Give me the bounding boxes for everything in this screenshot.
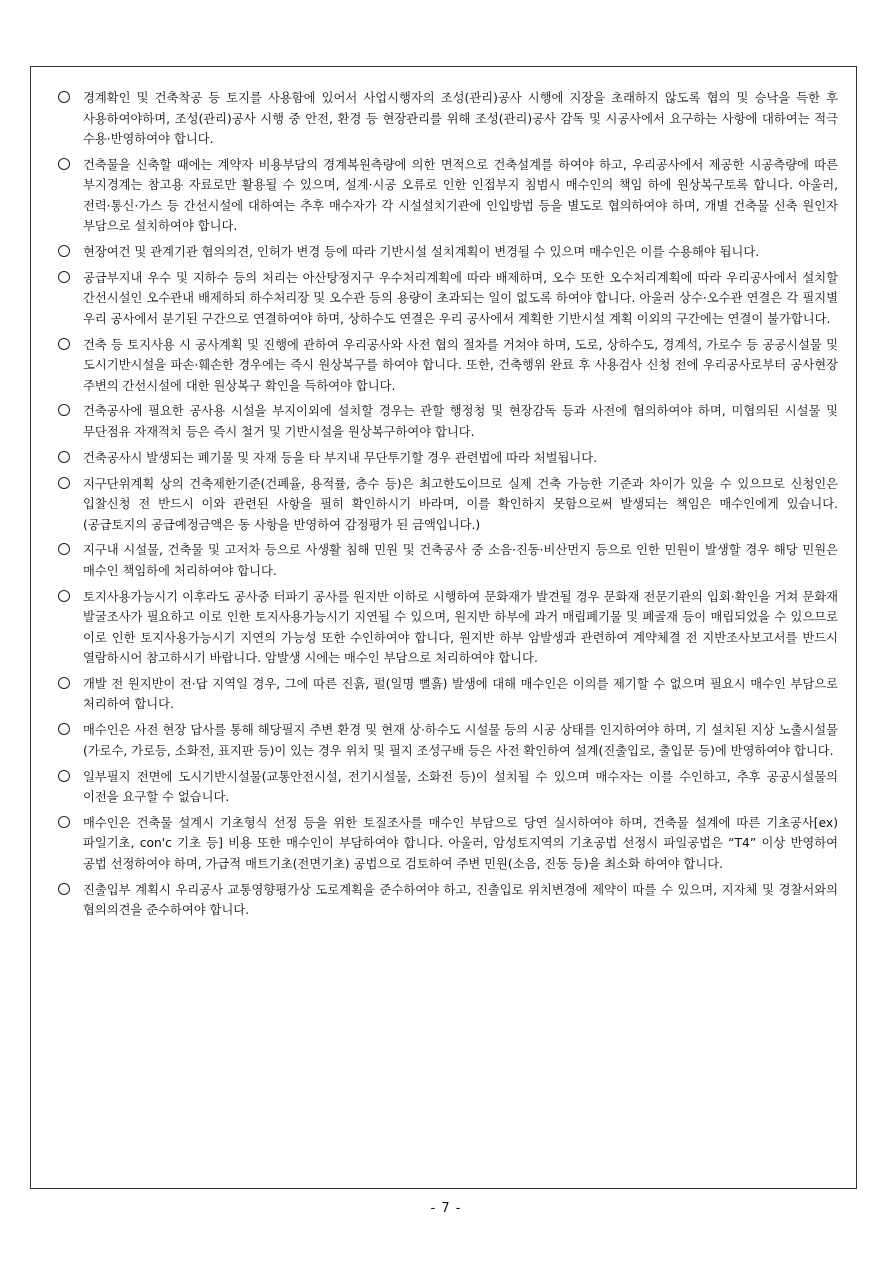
notice-text: 건축공사시 발생되는 폐기물 및 자재 등을 타 부지내 무단투기할 경우 관련법에 따라 처벌됩니다.: [83, 450, 598, 465]
notice-text: 진출입부 계획시 우리공사 교통영향평가상 도로계획을 준수하여야 하고, 진출입로 위치변경에 제약이 따를 수 있으며, 지자체 및 경찰서와의 협의의견을 준수하여야 합니다.: [83, 882, 838, 918]
circle-bullet-icon: [58, 158, 70, 170]
notice-item: [58, 880, 838, 921]
notice-text: 공급부지내 우수 및 지하수 등의 처리는 아산탕정지구 우수처리계획에 따라 배제하며, 오수 또한 오수처리계획에 따라 우리공사에서 설치할 간선시설인 오수관내 배제하되 하수처리장 및 오수관 등의 용량이 초과되는 일이 없도록 하여야 합니다. 아울러 상수·오수관 연결은 각 필지별 우리 공사에서 분기된 구간으로 연결하여야 하며, 상하수도 연결은 우리 공사에서 계획한 기반시설 계획 이외의 구간에는 연결이 불가합니다.: [83, 270, 838, 326]
circle-bullet-icon: [58, 477, 70, 489]
notice-item: [58, 474, 838, 536]
circle-bullet-icon: [58, 816, 70, 828]
notice-text: 매수인은 건축물 설계시 기초형식 선정 등을 위한 토질조사를 매수인 부담으로 당연 실시하여야 하며, 건축물 설계에 따른 기초공사[ex) 파일기초, con'c 기초 등] 비용 또한 매수인이 부담하여야 합니다. 아울러, 암성토지역의 기초공법 선정시 파일공법은 “T4” 이상 반영하여 공법 선정하여야 하며, 가급적 매트기초(전면기초) 공법으로 검토하여 주변 민원(소음, 진동 등)을 최소화 하여야 합니다.: [83, 815, 838, 871]
notice-item: [58, 767, 838, 808]
notice-text: 현장여건 및 관계기관 협의의견, 인허가 변경 등에 따라 기반시설 설치계획이 변경될 수 있으며 매수인은 이를 수용해야 됩니다.: [83, 245, 760, 260]
circle-bullet-icon: [58, 543, 70, 555]
circle-bullet-icon: [58, 723, 70, 735]
notice-text: 건축 등 토지사용 시 공사계획 및 진행에 관하여 우리공사와 사전 협의 절차를 거쳐야 하며, 도로, 상하수도, 경계석, 가로수 등 공공시설물 및 도시기반시설을 파손·훼손한 경우에는 즉시 원상복구를 하여야 합니다. 또한, 건축행위 완료 후 사용검사 신청 전에 우리공사로부터 공사현장 주변의 간선시설에 대한 원상복구 확인을 득하여야 합니다.: [83, 337, 838, 393]
notice-text: 지구내 시설물, 건축물 및 고저차 등으로 사생활 침해 민원 및 건축공사 중 소음·진동·비산먼지 등으로 인한 민원이 발생할 경우 해당 민원은 매수인 책임하에 처리하여야 합니다.: [83, 543, 838, 578]
notice-text: 개발 전 원지반이 전·답 지역일 경우, 그에 따른 진흙, 펄(일명 뻘흙) 발생에 대해 매수인은 이의를 제기할 수 없으며 필요시 매수인 부담으로 처리하여 합니다.: [83, 676, 838, 712]
circle-bullet-icon: [58, 677, 70, 689]
notice-text: 건축공사에 필요한 공사용 시설을 부지이외에 설치할 경우는 관할 행정청 및 현장감독 등과 사전에 협의하여야 하며, 미협의된 시설물 및 무단점유 자재적치 등은 즉시 철거 및 기반시설을 원상복구하여야 합니다.: [83, 404, 838, 439]
notice-text: 경계확인 및 건축착공 등 토지를 사용함에 있어서 사업시행자의 조성(관리)공사 시행에 지장을 초래하지 않도록 협의 및 승낙을 득한 후 사용하여야하며, 조성(관리)공사 시행 중 안전, 환경 등 현장관리를 위해 조성(관리)공사 감독 및 시공사에서 요구하는 사항에 대하여는 적극 수용·반영하여야 합니다.: [83, 91, 838, 146]
notice-text: 토지사용가능시기 이후라도 공사중 터파기 공사를 원지반 이하로 시행하여 문화재가 발견될 경우 문화재 전문기관의 입회·확인을 거쳐 문화재 발굴조사가 필요하고 이로 인한 토지사용가능시기 지연될 수 있으며, 원지반 하부에 과거 매립폐기물 및 폐골재 등이 매립되었을 수 있으므로 이로 인한 토지사용가능시기 지연의 가능성 또한 수인하여야 합니다, 원지반 하부 암발생과 관련하여 계약체결 전 지반조사보고서를 반드시 열람하시어 참고하시기 바랍니다. 암발생 시에는 매수인 부담으로 처리하여야 합니다.: [83, 589, 838, 666]
notice-item: [58, 335, 838, 397]
page-number: - 7 -: [430, 1201, 462, 1216]
circle-bullet-icon: [58, 451, 70, 463]
circle-bullet-icon: [58, 404, 70, 416]
notice-item: [58, 155, 838, 237]
notice-text: 매수인은 사전 현장 답사를 통해 해당필지 주변 환경 및 현재 상·하수도 시설물 등의 시공 상태를 인지하여야 하며, 기 설치된 지상 노출시설물(가로수, 가로등, 소화전, 표지판 등)이 있는 경우 위치 및 필지 조성구배 등은 사전 확인하여 설계(진출입로, 출입문 등)에 반영하여야 합니다.: [83, 723, 838, 758]
notice-item: [58, 448, 838, 469]
circle-bullet-icon: [58, 883, 70, 895]
circle-bullet-icon: [58, 590, 70, 602]
notice-item: [58, 540, 838, 581]
notice-list: [58, 88, 838, 926]
notice-item: [58, 720, 838, 761]
notice-item: [58, 401, 838, 442]
circle-bullet-icon: [58, 770, 70, 782]
notice-item: [58, 813, 838, 875]
notice-item: [58, 674, 838, 715]
notice-item: [58, 242, 838, 263]
circle-bullet-icon: [58, 245, 70, 257]
circle-bullet-icon: [58, 271, 70, 283]
notice-text: 지구단위계획 상의 건축제한기준(건폐율, 용적률, 층수 등)은 최고한도이므로 실제 건축 가능한 기준과 차이가 있을 수 있으므로 신청인은 입찰신청 전 반드시 이와 관련된 사항을 필히 확인하시기 바라며, 이를 확인하지 못함으로써 발생되는 책임은 매수인에게 있습니다.(공급토지의 공급예정금액은 동 사항을 반영하여 감정평가 된 금액입니다.): [83, 476, 838, 532]
circle-bullet-icon: [58, 91, 70, 103]
notice-text: 건축물을 신축할 때에는 계약자 비용부담의 경계복원측량에 의한 면적으로 건축설계를 하여야 하고, 우리공사에서 제공한 시공측량에 따른 부지경계는 참고용 자료로만 활용될 수 있으며, 설계·시공 오류로 인한 인접부지 침범시 매수인의 책임 하에 원상복구토록 합니다. 아울러, 전력·통신·가스 등 간선시설에 대하여는 추후 매수자가 각 시설설치기관에 인입방법 등을 별도로 협의하여야 하며, 개별 건축물 신축 원인자 부담으로 설치하여야 합니다.: [83, 157, 838, 234]
notice-item: [58, 268, 838, 330]
notice-item: [58, 88, 838, 150]
notice-item: [58, 587, 838, 669]
circle-bullet-icon: [58, 338, 70, 350]
notice-text: 일부필지 전면에 도시기반시설물(교통안전시설, 전기시설물, 소화전 등)이 설치될 수 있으며 매수자는 이를 수인하고, 추후 공공시설물의 이전을 요구할 수 없습니다.: [83, 769, 838, 805]
